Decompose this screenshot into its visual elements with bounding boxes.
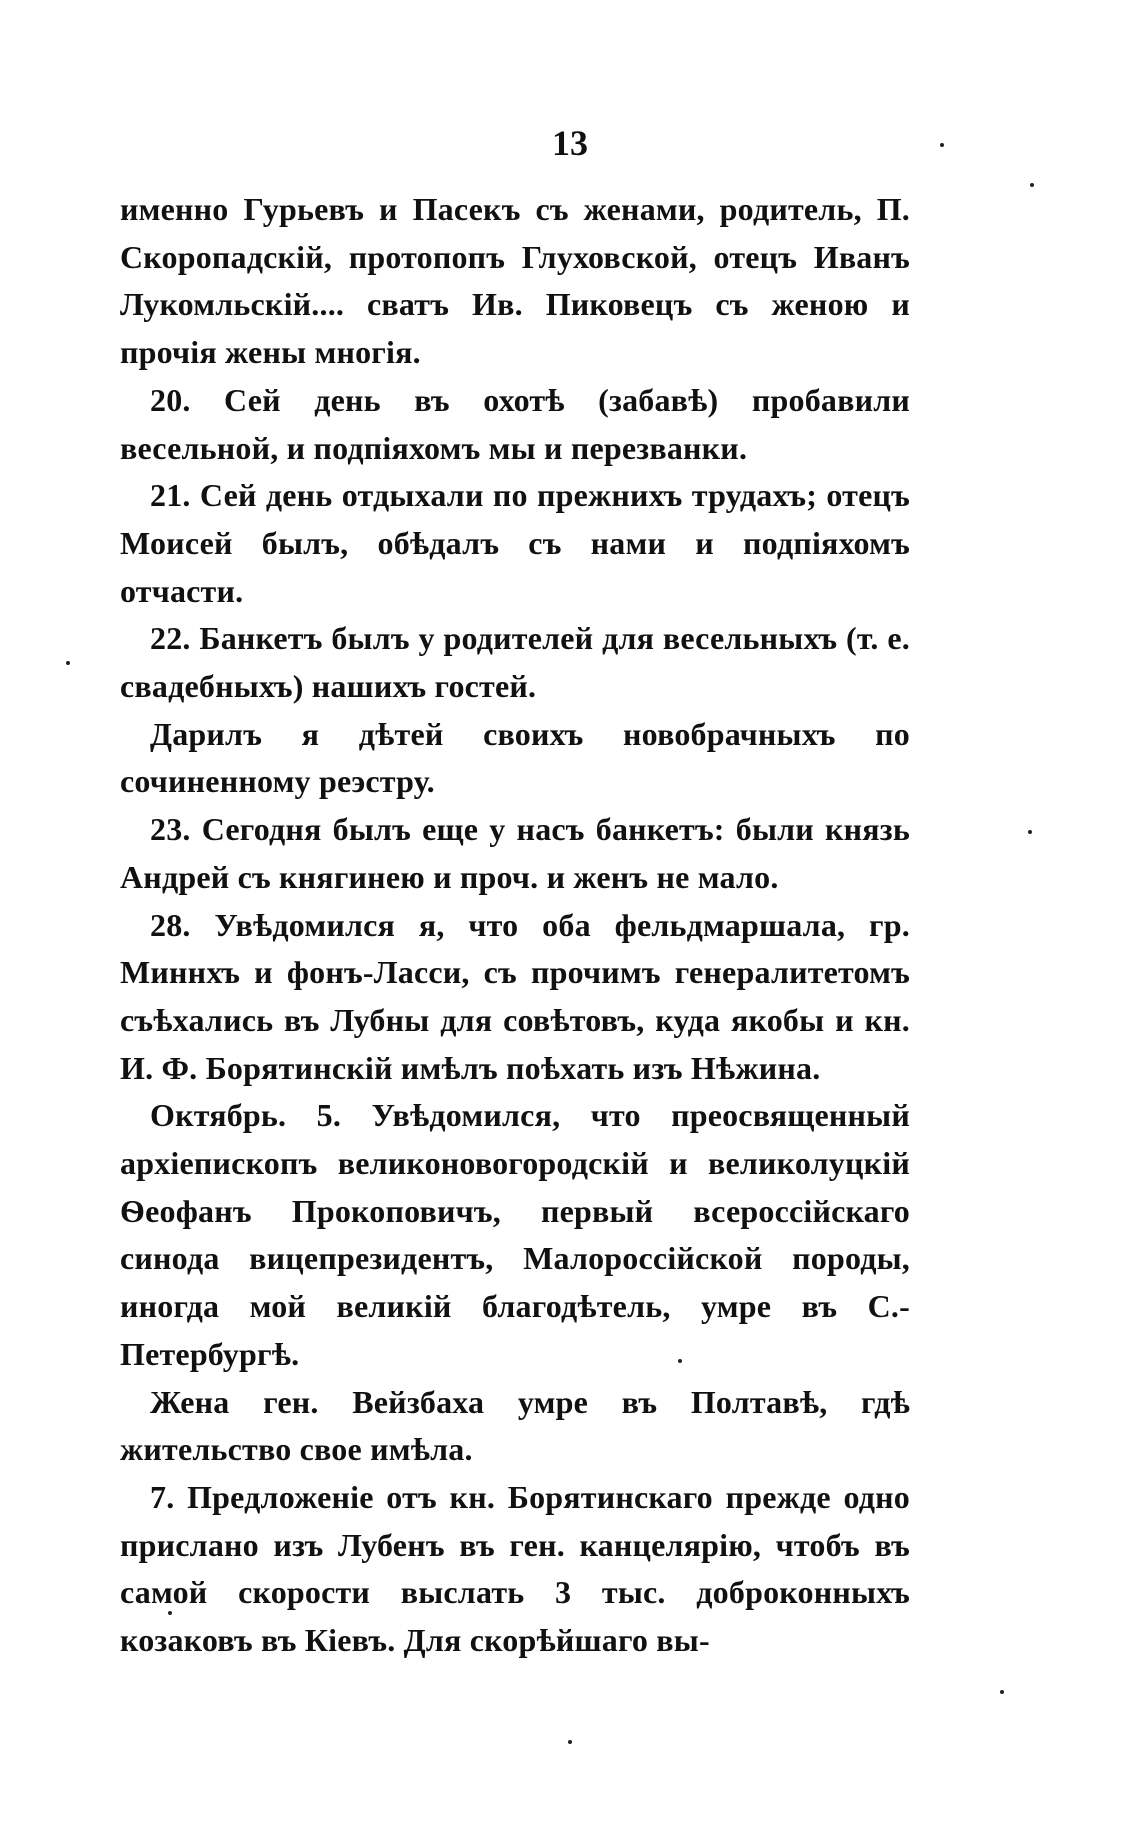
body-text bbox=[120, 186, 910, 1665]
scan-speck bbox=[1030, 183, 1034, 187]
paragraph-weizbach: Жена ген. Вейзбаха умре въ Полтавѣ, гдѣ жительство свое имѣла. bbox=[120, 1383, 910, 1468]
scan-speck bbox=[168, 1611, 172, 1615]
scan-speck bbox=[940, 143, 944, 147]
paragraph-entry-21: 21. Сей день отдыхали по прежнихъ трудахъ; отецъ Моисей былъ, обѣдалъ съ нами и подпіяхомъ отчасти. bbox=[120, 477, 910, 609]
paragraph-entry-28: 28. Увѣдомился я, что оба фельдмаршала, гр. Миннхъ и фонъ-Ласси, съ прочимъ генералитетомъ съѣхались въ Лубны для совѣтовъ, куда якобы и кн. И. Ф. Борятинскій имѣлъ поѣхать изъ Нѣжина. bbox=[120, 906, 910, 1086]
scan-speck bbox=[678, 1359, 682, 1363]
paragraph-entry-7: 7. Предложеніе отъ кн. Борятинскаго прежде одно прислано изъ Лубенъ въ ген. канцелярію, чтобъ въ самой скорости выслать 3 тыс. доброконныхъ козаковъ въ Кіевъ. Для скорѣйшаго вы- bbox=[120, 1478, 910, 1659]
page-number: 13 bbox=[552, 123, 588, 163]
scan-speck bbox=[1028, 830, 1032, 834]
paragraph-october-5: Октябрь. 5. Увѣдомился, что преосвященный архіепископъ великоновогородскій и великолуцкій Ѳеофанъ Прокоповичъ, первый всероссійскаго синода вицепрезидентъ, Малороссійской породы, иногда мой великій благодѣтель, умре въ С.-Петербургѣ. bbox=[120, 1097, 910, 1372]
scan-speck bbox=[66, 661, 70, 665]
paragraph-entry-23: 23. Сегодня былъ еще у насъ банкетъ: были князь Андрей съ княгинею и проч. и женъ не мало. bbox=[120, 811, 910, 895]
scan-speck bbox=[1000, 1690, 1004, 1694]
paragraph-entry-22: 22. Банкетъ былъ у родителей для весельныхъ (т. е. свадебныхъ) нашихъ гостей. bbox=[120, 620, 910, 705]
paragraph-gifts: Дарилъ я дѣтей своихъ новобрачныхъ по сочиненному реэстру. bbox=[120, 715, 910, 800]
paragraph-entry-20: 20. Сей день въ охотѣ (забавѣ) пробавили весельной, и подпіяхомъ мы и перезванки. bbox=[120, 381, 910, 466]
paragraph-continuation: именно Гурьевъ и Пасекъ съ женами, родитель, П. Скоропадскій, протопопъ Глуховской, отецъ Иванъ Лукомльскій.... сватъ Ив. Пиковецъ съ женою и прочія жены многія. bbox=[120, 191, 910, 371]
scan-speck bbox=[568, 1740, 572, 1744]
